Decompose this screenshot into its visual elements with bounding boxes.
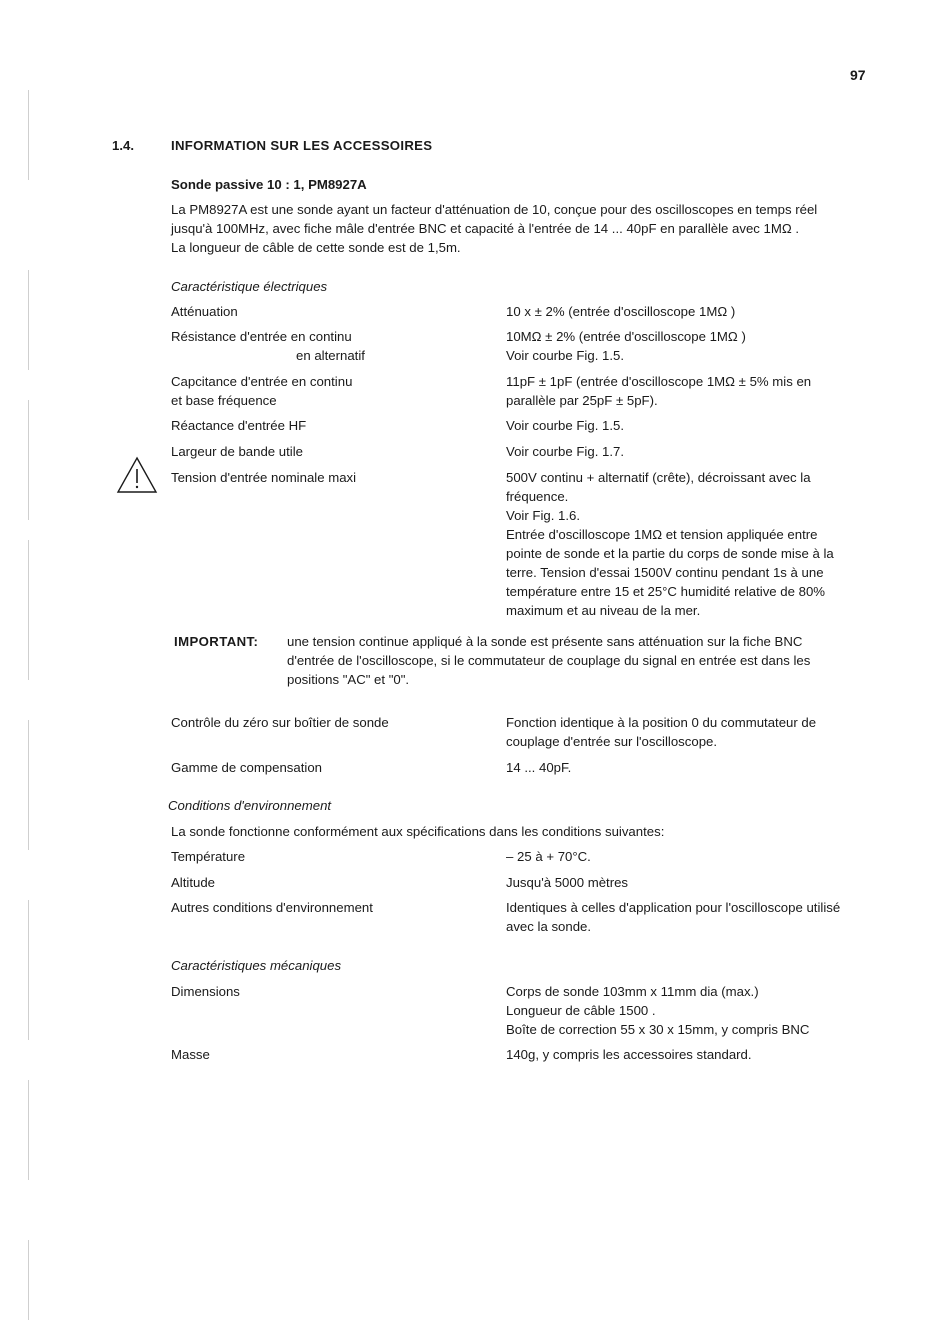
mech-value-dimensions: Boîte de correction 55 x 30 x 15mm, y compris BNC — [506, 1022, 810, 1037]
binding-margin-mark — [28, 1080, 29, 1180]
spec-label-attenuation: Atténuation — [171, 304, 238, 319]
control-value-zero: couplage d'entrée sur l'oscilloscope. — [506, 734, 718, 749]
page-number: 97 — [850, 67, 866, 83]
spec-value-capacitance: 11pF ± 1pF (entrée d'oscilloscope 1MΩ ± 5% mis en — [506, 374, 812, 389]
important-line: d'entrée de l'oscilloscope, si le commutateur de couplage du signal en entrée est dans les — [287, 653, 811, 668]
spec-value-continuation: pointe de sonde et la partie du corps de sonde mise à la — [506, 546, 834, 561]
mechanical-heading: Caractéristiques mécaniques — [171, 958, 342, 973]
spec-label-capacitance-lf: et base fréquence — [171, 393, 277, 408]
control-value-compensation: 14 ... 40pF. — [506, 760, 572, 775]
spec-value-attenuation: 10 x ± 2% (entrée d'oscilloscope 1MΩ ) — [506, 304, 736, 319]
binding-margin-mark — [28, 900, 29, 1040]
electrical-heading: Caractéristique électriques — [171, 279, 328, 294]
section-title: INFORMATION SUR LES ACCESSOIRES — [171, 138, 433, 153]
spec-value-continuation: Entrée d'oscilloscope 1MΩ et tension appliquée entre — [506, 527, 818, 542]
intro-line: La longueur de câble de cette sonde est de 1,5m. — [171, 240, 461, 255]
binding-margin-mark — [28, 1240, 29, 1320]
intro-line: La PM8927A est une sonde ayant un facteur d'atténuation de 10, conçue pour des oscilloscopes en temps réel — [171, 202, 818, 217]
spec-value-capacitance-lf: parallèle par 25pF ± 5pF). — [506, 393, 658, 408]
environment-heading: Conditions d'environnement — [168, 798, 332, 813]
spec-label-capacitance: Capcitance d'entrée en continu — [171, 374, 353, 389]
probe-title: Sonde passive 10 : 1, PM8927A — [171, 177, 367, 192]
binding-margin-mark — [28, 720, 29, 850]
spec-value-continuation: température entre 15 et 25°C humidité relative de 80% — [506, 584, 826, 599]
mech-value-dimensions: Longueur de câble 1500 . — [506, 1003, 656, 1018]
env-label-other: Autres conditions d'environnement — [171, 900, 373, 915]
binding-margin-mark — [28, 540, 29, 680]
spec-label-bandwidth: Largeur de bande utile — [171, 444, 303, 459]
spec-label-resistance: Résistance d'entrée en continu — [171, 329, 352, 344]
spec-value-continuation: fréquence. — [506, 489, 569, 504]
important-label: IMPORTANT: — [174, 634, 259, 649]
env-value-temperature: – 25 à + 70°C. — [506, 849, 591, 864]
spec-value-continuation: maximum et au niveau de la mer. — [506, 603, 701, 618]
mech-value-mass: 140g, y compris les accessoires standard. — [506, 1047, 752, 1062]
spec-value-continuation: terre. Tension d'essai 1500V continu pendant 1s à une — [506, 565, 824, 580]
spec-label-resistance-ac: en alternatif — [296, 348, 365, 363]
spec-value-resistance-ac: Voir courbe Fig. 1.5. — [506, 348, 625, 363]
mech-label-dimensions: Dimensions — [171, 984, 240, 999]
environment-intro: La sonde fonctionne conformément aux spécifications dans les conditions suivantes: — [171, 824, 665, 839]
control-label-compensation: Gamme de compensation — [171, 760, 322, 775]
env-value-other: avec la sonde. — [506, 919, 592, 934]
spec-value-max-voltage: 500V continu + alternatif (crête), décroissant avec la — [506, 470, 811, 485]
important-line: positions "AC" et "0". — [287, 672, 410, 687]
spec-value-bandwidth: Voir courbe Fig. 1.7. — [506, 444, 625, 459]
spec-label-reactance: Réactance d'entrée HF — [171, 418, 307, 433]
env-value-other: Identiques à celles d'application pour l'oscilloscope utilisé — [506, 900, 841, 915]
binding-margin-mark — [28, 400, 29, 520]
mech-value-dimensions: Corps de sonde 103mm x 11mm dia (max.) — [506, 984, 759, 999]
important-line: une tension continue appliqué à la sonde est présente sans atténuation sur la fiche BNC — [287, 634, 803, 649]
control-label-zero: Contrôle du zéro sur boîtier de sonde — [171, 715, 389, 730]
control-value-zero: Fonction identique à la position 0 du commutateur de — [506, 715, 817, 730]
env-label-temperature: Température — [171, 849, 246, 864]
spec-value-continuation: Voir Fig. 1.6. — [506, 508, 581, 523]
spec-value-reactance: Voir courbe Fig. 1.5. — [506, 418, 625, 433]
intro-line: jusqu'à 100MHz, avec fiche mâle d'entrée BNC et capacité à l'entrée de 14 ... 40pF en parallèle avec 1MΩ . — [171, 221, 800, 236]
spec-value-resistance: 10MΩ ± 2% (entrée d'oscilloscope 1MΩ ) — [506, 329, 746, 344]
env-label-altitude: Altitude — [171, 875, 215, 890]
warning-triangle-icon — [116, 456, 158, 494]
mech-label-mass: Masse — [171, 1047, 210, 1062]
section-number: 1.4. — [112, 138, 134, 153]
env-value-altitude: Jusqu'à 5000 mètres — [506, 875, 629, 890]
binding-margin-mark — [28, 270, 29, 370]
spec-label-max-voltage: Tension d'entrée nominale maxi — [171, 470, 357, 485]
binding-margin-mark — [28, 90, 29, 180]
